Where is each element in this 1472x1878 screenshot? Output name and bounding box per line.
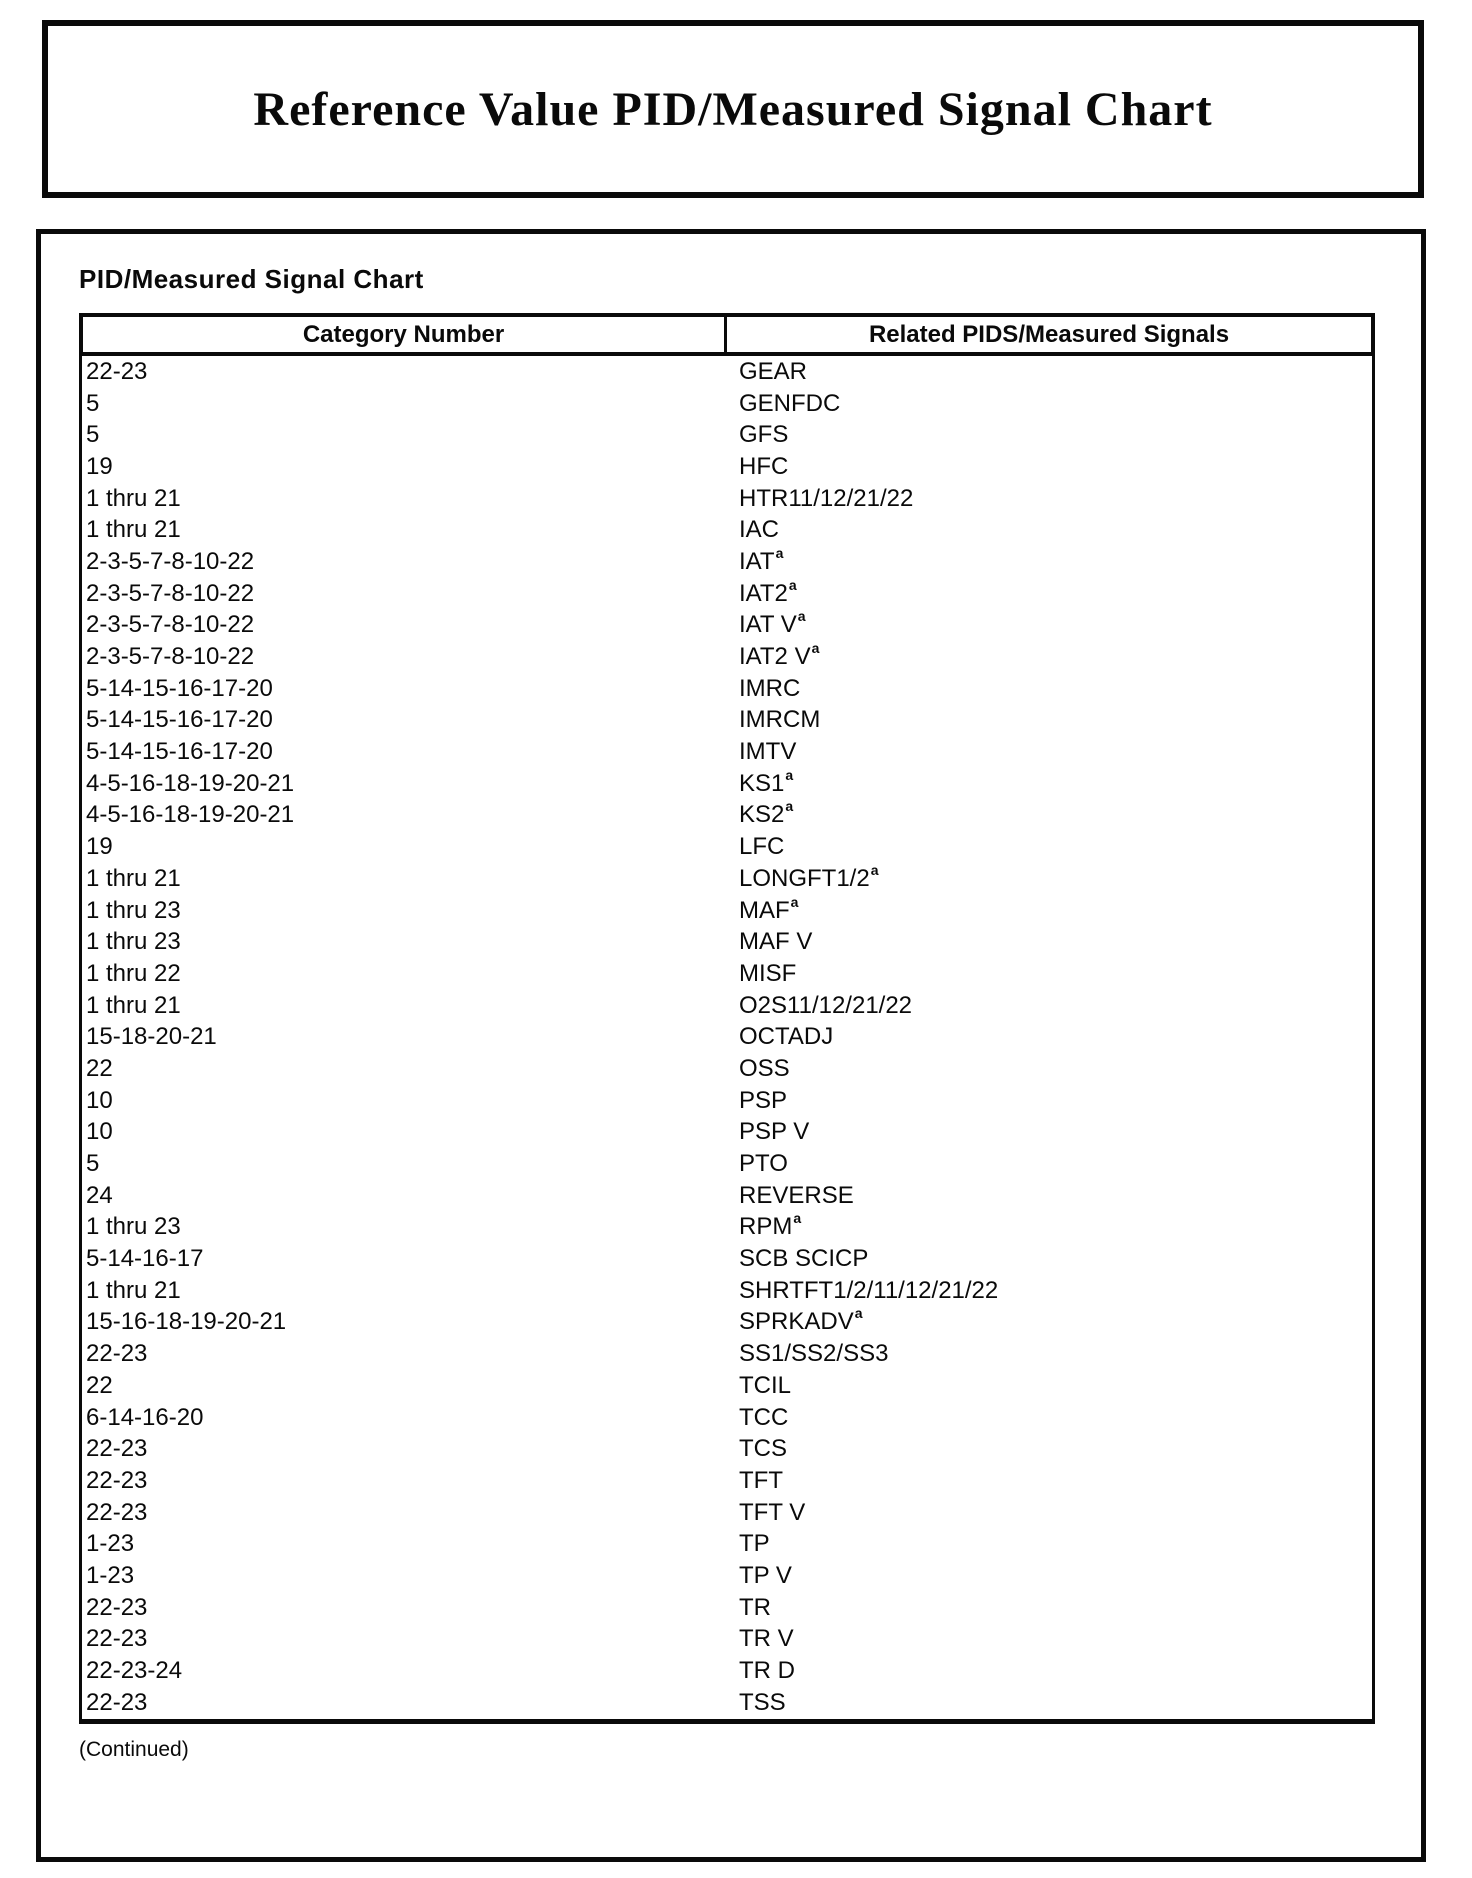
signal-cell: IAT$^a$ [739, 544, 784, 575]
signal-cell: TR [739, 1593, 771, 1621]
category-number-cell: 2-3-5-7-8-10-22 [86, 547, 255, 575]
category-number-cell: 5 [86, 389, 100, 417]
category-number-cell: 4-5-16-18-19-20-21 [86, 801, 295, 829]
table-row [82, 641, 1372, 673]
category-number-cell: 1 thru 21 [86, 864, 181, 892]
category-number-cell: 2-3-5-7-8-10-22 [86, 611, 255, 639]
signal-cell: IMRCM [739, 706, 821, 734]
signal-cell: GENFDC [739, 389, 841, 417]
category-number-cell: 1 thru 23 [86, 928, 181, 956]
table-row [82, 673, 1372, 705]
table-row [82, 451, 1372, 483]
title-box [42, 20, 1424, 198]
signal-cell: PSP V [739, 1118, 810, 1146]
signal-cell: RPM$^a$ [739, 1210, 802, 1241]
table-row [82, 926, 1372, 958]
table-row [82, 1307, 1372, 1339]
footnote-marker: a [785, 798, 794, 815]
signal-cell: O2S11/12/21/22 [739, 991, 913, 1019]
footnote-marker: a [797, 608, 806, 625]
signal-cell: OSS [739, 1054, 790, 1082]
table-row [82, 831, 1372, 863]
category-number-cell: 19 [86, 833, 113, 861]
signal-cell: LONGFT1/2$^a$ [739, 861, 879, 892]
category-number-cell: 10 [86, 1118, 113, 1146]
column-header-related-pids: Related PIDS/Measured Signals [868, 320, 1230, 348]
footnote-marker: a [785, 766, 794, 783]
category-number-cell: 22-23 [86, 1593, 148, 1621]
table-row [82, 610, 1372, 642]
category-number-cell: 22-23 [86, 1466, 148, 1494]
category-number-cell: 2-3-5-7-8-10-22 [86, 643, 255, 671]
category-number-cell: 1 thru 21 [86, 516, 181, 544]
table-row [82, 990, 1372, 1022]
category-number-cell: 19 [86, 452, 113, 480]
category-number-cell: 1 thru 21 [86, 991, 181, 1019]
table-row [82, 1275, 1372, 1307]
table-header-row [79, 313, 1375, 356]
table-row [82, 1338, 1372, 1370]
table-row [82, 1053, 1372, 1085]
signal-cell: SS1/SS2/SS3 [739, 1340, 889, 1368]
category-number-cell: 22-23 [86, 357, 148, 385]
signal-cell: TR D [739, 1657, 795, 1685]
footnote-marker: a [811, 640, 820, 657]
table-row [82, 1433, 1372, 1465]
signal-cell: LFC [739, 833, 785, 861]
table-row [82, 705, 1372, 737]
signal-cell: IAT2 $V^a$ [739, 640, 820, 671]
category-number-cell: 1 thru 23 [86, 1213, 181, 1241]
category-number-cell: 5 [86, 421, 100, 449]
table-row [82, 1370, 1372, 1402]
continued-note: (Continued) [79, 1738, 189, 1761]
table-row [82, 1085, 1372, 1117]
table-row [82, 1592, 1372, 1624]
table-row [82, 514, 1372, 546]
category-number-cell: 6-14-16-20 [86, 1403, 204, 1431]
footnote-marker: a [775, 544, 784, 561]
table-row [82, 1497, 1372, 1529]
footnote-marker: a [793, 1210, 802, 1227]
table-row [82, 483, 1372, 515]
signal-cell: TSS [739, 1688, 786, 1716]
signal-cell: PTO [739, 1150, 788, 1178]
signal-cell: IAT2$^a$ [739, 576, 797, 607]
category-number-cell: 1 thru 21 [86, 484, 181, 512]
category-number-cell: 1-23 [86, 1530, 135, 1558]
category-number-cell: 1-23 [86, 1561, 135, 1589]
signal-cell: MAF$^a$ [739, 893, 799, 924]
category-number-cell: 22-23 [86, 1625, 148, 1653]
signal-cell: KS1$^a$ [739, 766, 794, 797]
category-number-cell: 2-3-5-7-8-10-22 [86, 579, 255, 607]
footnote-marker: a [788, 576, 797, 593]
page-title: Reference Value PID/Measured Signal Chart [253, 82, 1213, 136]
footnote-marker: a [854, 1305, 863, 1322]
signal-cell: MAF V [739, 928, 813, 956]
table-row [82, 1402, 1372, 1434]
category-number-cell: 22-23-24 [86, 1657, 183, 1685]
signal-cell: REVERSE [739, 1181, 854, 1209]
category-number-cell: 22-23 [86, 1435, 148, 1463]
signal-cell: SPRKADV$^a$ [739, 1305, 863, 1336]
category-number-cell: 1 thru 22 [86, 959, 181, 987]
category-number-cell: 5-14-15-16-17-20 [86, 738, 273, 766]
table-row [82, 356, 1372, 388]
column-header-category-number: Category Number [83, 317, 727, 352]
table-row [82, 1655, 1372, 1687]
signal-cell: TCIL [739, 1371, 792, 1399]
table-row [82, 1243, 1372, 1275]
pid-table [79, 313, 1375, 1724]
signal-cell: TR V [739, 1625, 794, 1653]
table-row [82, 958, 1372, 990]
category-number-cell: 15-16-18-19-20-21 [86, 1308, 287, 1336]
signal-cell: IAT $V^a$ [739, 608, 806, 639]
table-row [82, 895, 1372, 927]
section-heading: PID/Measured Signal Chart [79, 264, 424, 294]
category-number-cell: 5-14-15-16-17-20 [86, 706, 273, 734]
category-number-cell: 5-14-16-17 [86, 1245, 204, 1273]
signal-cell: TCS [739, 1435, 787, 1463]
signal-cell: GFS [739, 421, 789, 449]
signal-cell: SHRTFT1/2/11/12/21/22 [739, 1276, 999, 1304]
category-number-cell: 15-18-20-21 [86, 1023, 217, 1051]
table-row [82, 768, 1372, 800]
category-number-cell: 22-23 [86, 1688, 148, 1716]
signal-cell: TFT [739, 1466, 783, 1494]
signal-cell: HFC [739, 452, 789, 480]
signal-cell: HTR11/12/21/22 [739, 484, 914, 512]
table-body [79, 356, 1375, 1724]
category-number-cell: 24 [86, 1181, 113, 1209]
table-row [82, 578, 1372, 610]
table-row [82, 736, 1372, 768]
footnote-marker: a [790, 893, 799, 910]
table-row [82, 1212, 1372, 1244]
signal-cell: TP V [739, 1561, 792, 1589]
table-row [82, 1021, 1372, 1053]
table-row [82, 1687, 1372, 1719]
category-number-cell: 10 [86, 1086, 113, 1114]
signal-cell: TFT V [739, 1498, 806, 1526]
table-row [82, 419, 1372, 451]
table-row [82, 800, 1372, 832]
category-number-cell: 1 thru 23 [86, 896, 181, 924]
signal-cell: IAC [739, 516, 780, 544]
category-number-cell: 22 [86, 1371, 113, 1399]
content-box [36, 229, 1426, 1862]
signal-cell: MISF [739, 959, 797, 987]
signal-cell: TCC [739, 1403, 789, 1431]
signal-cell: PSP [739, 1086, 788, 1114]
table-row [82, 1148, 1372, 1180]
table-row [82, 1465, 1372, 1497]
table-row [82, 1180, 1372, 1212]
table-row [82, 1528, 1372, 1560]
category-number-cell: 4-5-16-18-19-20-21 [86, 769, 295, 797]
signal-cell: IMRC [739, 674, 801, 702]
table-row [82, 863, 1372, 895]
table-row [82, 388, 1372, 420]
table-row [82, 1560, 1372, 1592]
category-number-cell: 5-14-15-16-17-20 [86, 674, 273, 702]
category-number-cell: 1 thru 21 [86, 1276, 181, 1304]
category-number-cell: 22-23 [86, 1498, 148, 1526]
signal-cell: IMTV [739, 738, 797, 766]
signal-cell: GEAR [739, 357, 808, 385]
table-row [82, 1624, 1372, 1656]
table-row [82, 1117, 1372, 1149]
signal-cell: OCTADJ [739, 1023, 834, 1051]
footnote-marker: a [870, 861, 879, 878]
table-row [82, 546, 1372, 578]
category-number-cell: 22-23 [86, 1340, 148, 1368]
signal-cell: SCB SCICP [739, 1245, 869, 1273]
category-number-cell: 5 [86, 1150, 100, 1178]
signal-cell: TP [739, 1530, 770, 1558]
category-number-cell: 22 [86, 1054, 113, 1082]
signal-cell: KS2$^a$ [739, 798, 794, 829]
